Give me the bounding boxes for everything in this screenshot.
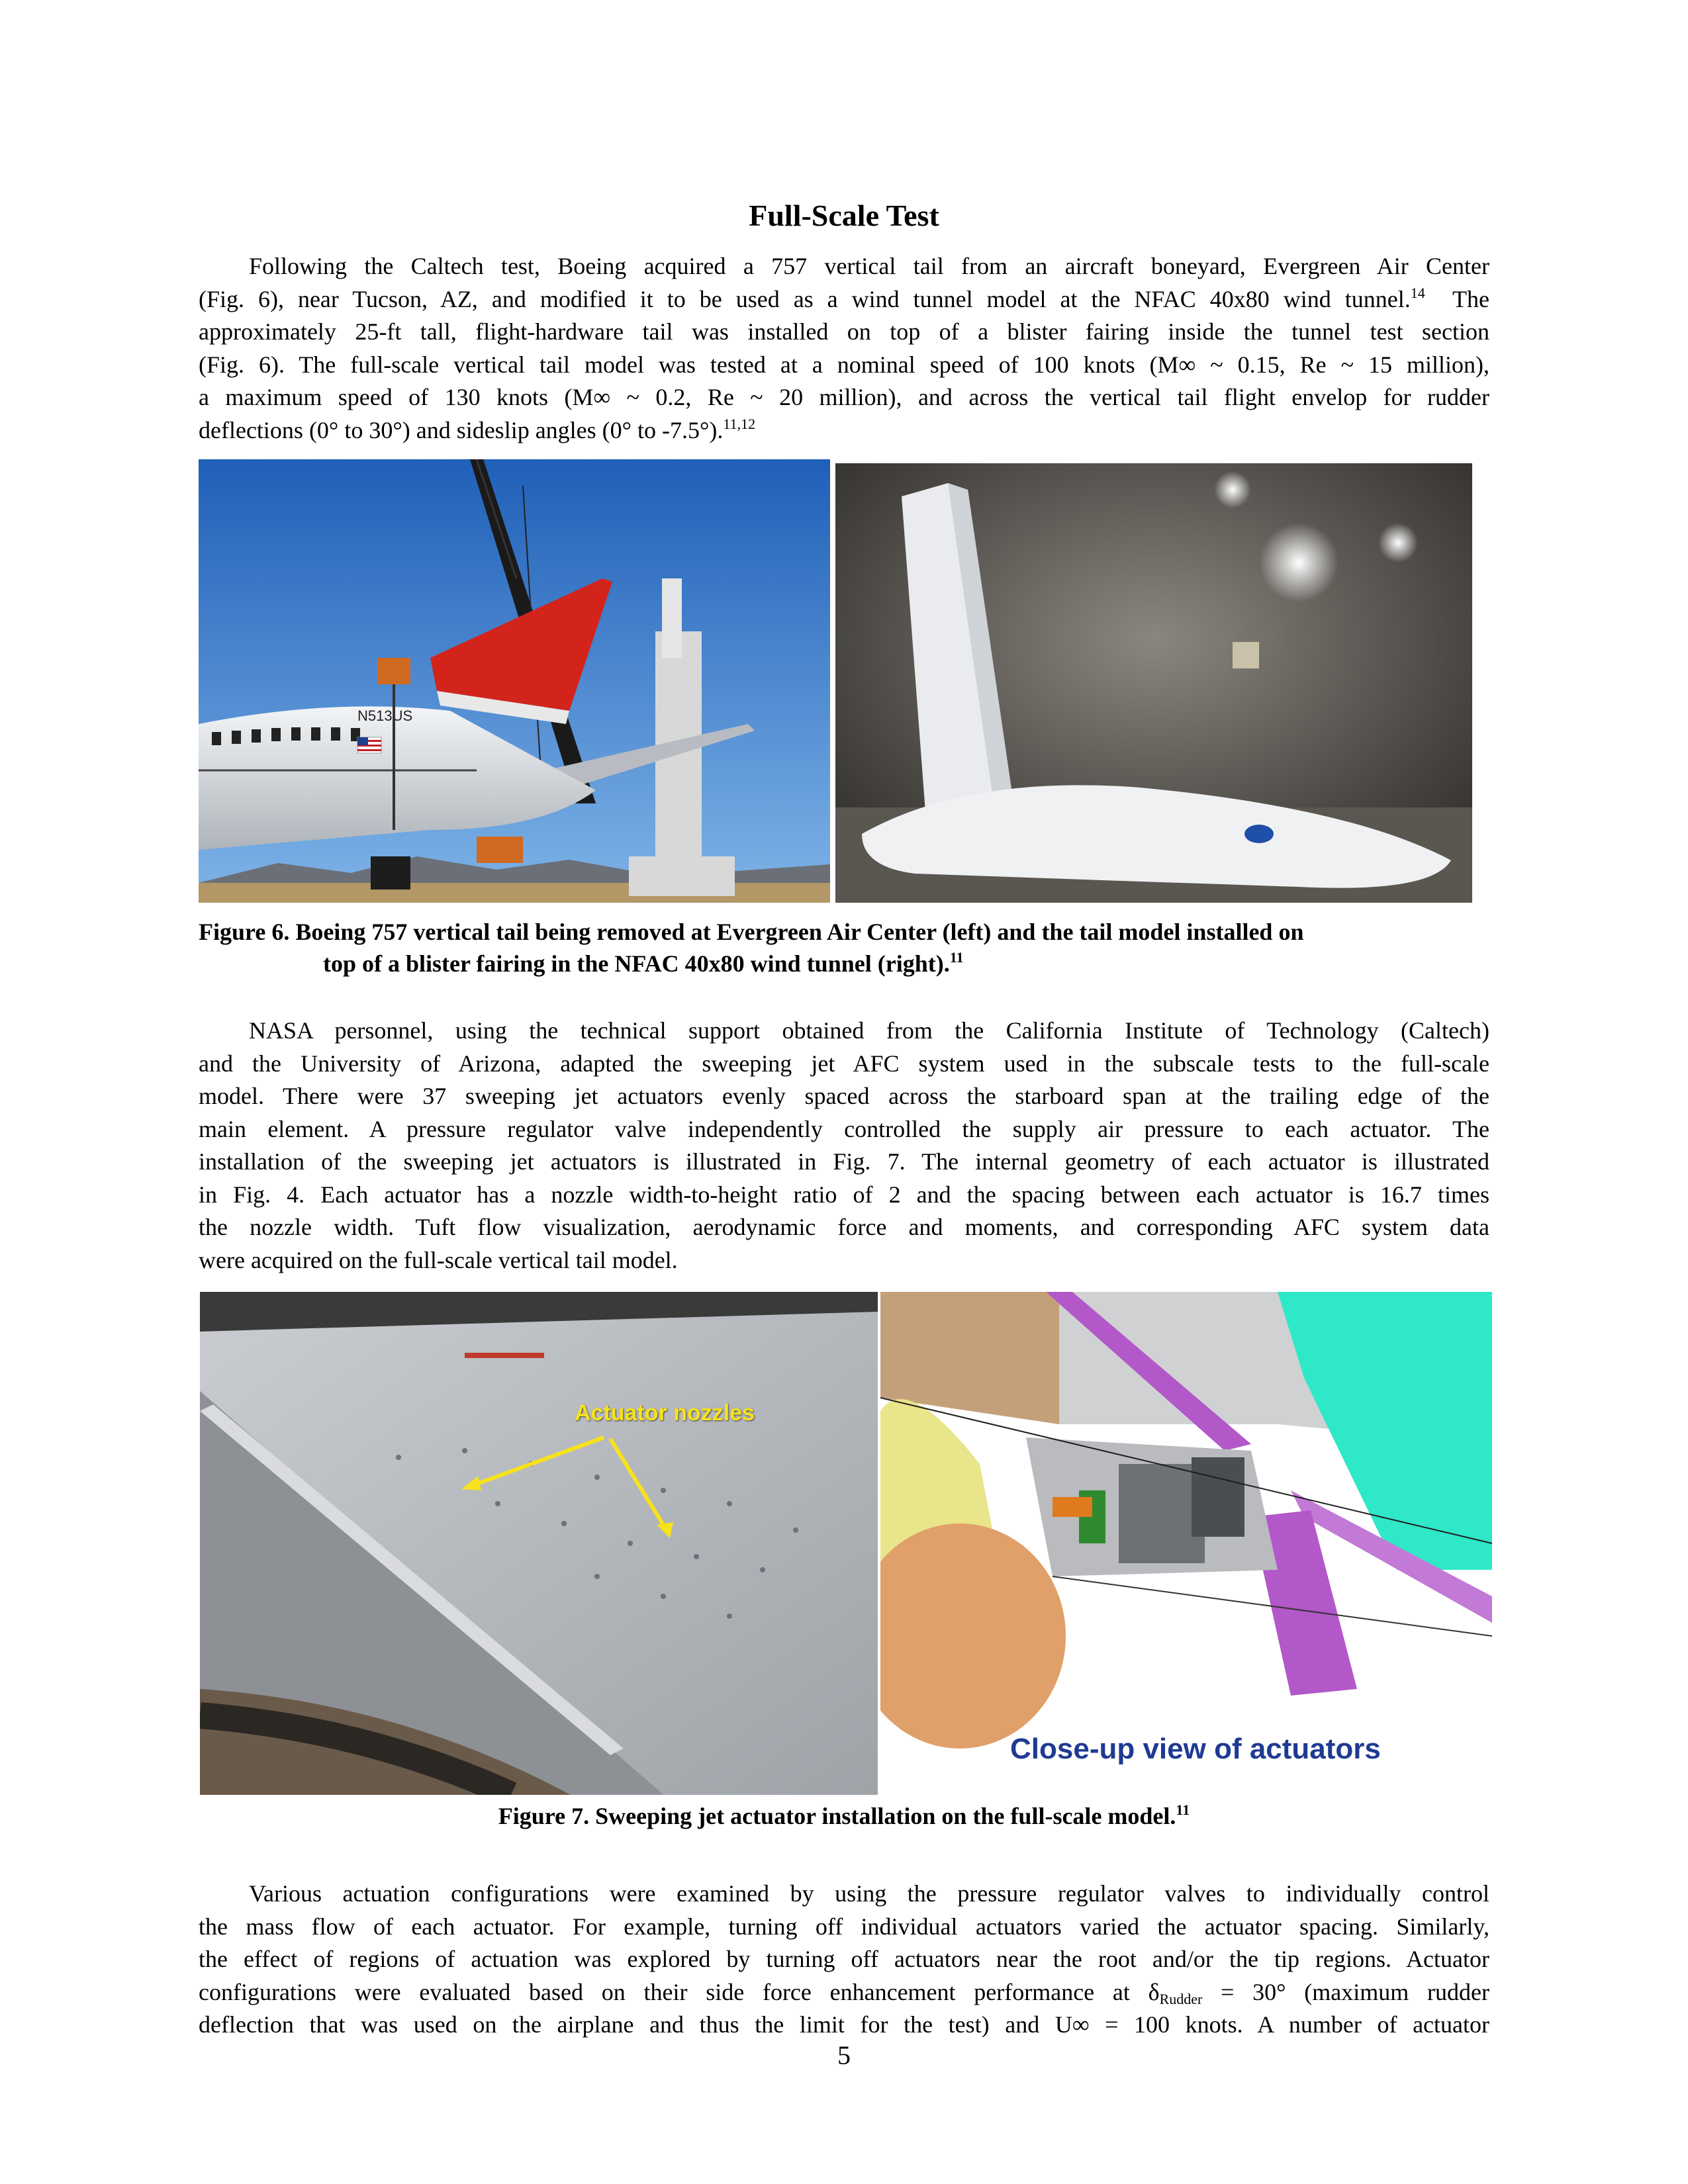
paragraph-2-line: in Fig. 4. Each actuator has a nozzle width-to-height ratio of 2 and the spacing between each actuator is 16.7 times bbox=[199, 1181, 1489, 1208]
figure-7-caption: Figure 7. Sweeping jet actuator installation on the full-scale model.$^{11}$ bbox=[498, 1801, 1190, 1829]
paragraph-3-line: Various actuation configurations were examined by using the pressure regulator valves to individually control bbox=[249, 1880, 1489, 1907]
paragraph-1-line: approximately 25-ft tall, flight-hardware tail was installed on top of a blister fairing inside the tunnel test section bbox=[199, 318, 1489, 345]
paragraph-2-line: and the University of Arizona, adapted the sweeping jet AFC system used in the subscale tests to the full-scale bbox=[199, 1050, 1489, 1077]
reference-superscript: 11 bbox=[1176, 1801, 1190, 1818]
paragraph-3-line: the effect of regions of actuation was explored by turning off actuators near the root and/or the tip regions. Actuator bbox=[199, 1946, 1489, 1972]
paragraph-1-line: Following the Caltech test, Boeing acquired a 757 vertical tail from an aircraft boneyard, Evergreen Air Center bbox=[249, 253, 1489, 279]
subscript: Rudder bbox=[1159, 1990, 1203, 2007]
closeup-view-label: Close-up view of actuators bbox=[1010, 1733, 1381, 1765]
figure-7-left-photo bbox=[200, 1292, 878, 1795]
paragraph-2-line: were acquired on the full-scale vertical tail model. bbox=[199, 1246, 678, 1273]
paragraph-2-line: installation of the sweeping jet actuators is illustrated in Fig. 7. The internal geometry of each actuator is illustrated bbox=[199, 1148, 1489, 1175]
figure-6-caption-line: Figure 6. Boeing 757 vertical tail being removed at Evergreen Air Center (left) and the tail model installed on bbox=[199, 919, 1304, 945]
paragraph-3-line: deflection that was used on the airplane and thus the limit for the test) and U∞ = 100 knots. A number of actuator bbox=[199, 2011, 1489, 2038]
actuator-nozzles-label: Actuator nozzles bbox=[575, 1400, 755, 1426]
figure-6-left-photo bbox=[199, 459, 830, 903]
reference-superscript: 14 bbox=[1410, 284, 1425, 301]
page-number: 5 bbox=[837, 2040, 851, 2070]
paragraph-2-line: the nozzle width. Tuft flow visualization, aerodynamic force and moments, and corresponding AFC system data bbox=[199, 1214, 1489, 1240]
aircraft-registration: N513US bbox=[357, 707, 413, 724]
reference-superscript: 11,12 bbox=[723, 415, 756, 432]
paragraph-1-line: a maximum speed of 130 knots (M∞ ~ 0.2, Re ~ 20 million), and across the vertical tail flight envelop for rudder bbox=[199, 384, 1489, 410]
paragraph-3-line: the mass flow of each actuator. For example, turning off individual actuators varied the actuator spacing. Similarly, bbox=[199, 1913, 1489, 1940]
paragraph-1-line: deflections (0° to 30°) and sideslip angles (0° to -7.5°).$^{11,12}$ bbox=[199, 415, 756, 443]
paragraph-2-line: main element. A pressure regulator valve independently controlled the supply air pressure to each actuator. The bbox=[199, 1115, 1489, 1142]
figure-7-right-cad bbox=[880, 1292, 1492, 1795]
section-heading: Full-Scale Test bbox=[749, 199, 939, 232]
reference-superscript: 11 bbox=[949, 949, 964, 966]
paragraph-3 bbox=[199, 1878, 1489, 2042]
paragraph-1-line: (Fig. 6). The full-scale vertical tail model was tested at a nominal speed of 100 knots (M∞ ~ 0.15, Re ~ 15 million), bbox=[199, 351, 1489, 378]
paragraph-2 bbox=[199, 1015, 1489, 1277]
figure-6-caption bbox=[199, 916, 1489, 979]
paragraph-2-line: model. There were 37 sweeping jet actuators evenly spaced across the starboard span at the trailing edge of the bbox=[199, 1083, 1489, 1109]
figure-6-right-photo bbox=[835, 463, 1472, 903]
paragraph-1 bbox=[199, 250, 1489, 447]
paragraph-2-line: NASA personnel, using the technical support obtained from the California Institute of Technology (Caltech) bbox=[249, 1017, 1489, 1044]
paragraph-1-line: (Fig. 6), near Tucson, AZ, and modified it to be used as a wind tunnel model at the NFAC 40x80 wind tunnel.$^{14}$ The bbox=[199, 284, 1489, 312]
figure-6-caption-line: top of a blister fairing in the NFAC 40x80 wind tunnel (right).$^{11}$ bbox=[323, 949, 964, 977]
paragraph-3-line: configurations were evaluated based on their side force enhancement performance at $\delta_{Rudder} = 30^\circ$ (maximum rudder bbox=[199, 1978, 1489, 2007]
